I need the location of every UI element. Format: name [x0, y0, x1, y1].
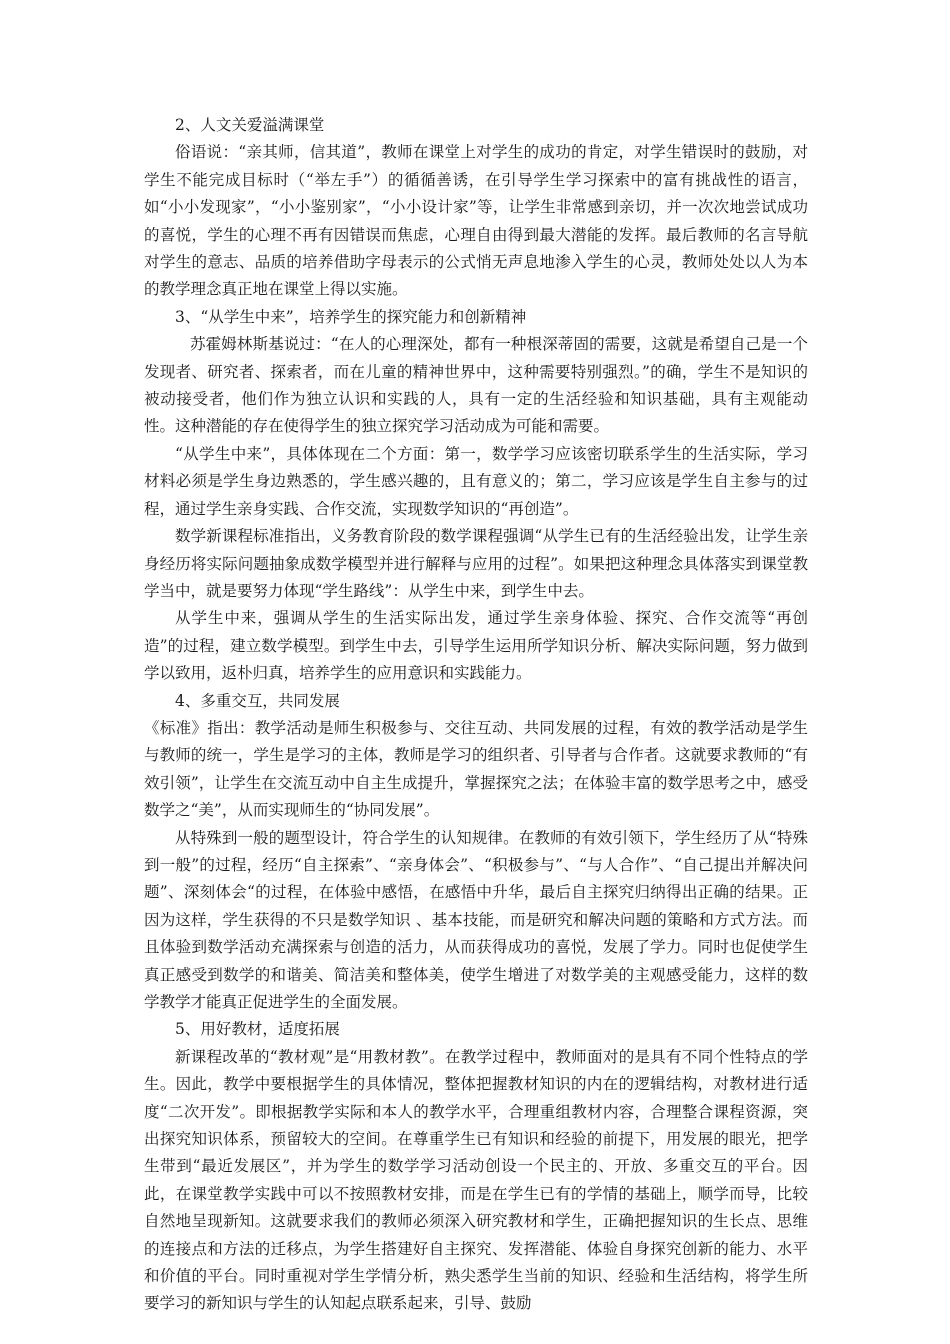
paragraph: 俗语说：“亲其师，信其道”，教师在课堂上对学生的成功的肯定，对学生错误时的鼓励，对学生不能完成目标时（“举左手”）的循循善诱，在引导学生学习探索中的富有挑战性的语言，如“小小发现家”，“小小鉴别家”，“小小设计家”等，让学生非常感到亲切，并一次次地尝试成功的喜悦，学生的心理不再有因错误而焦虑，心理自由得到最大潜能的发挥。最后教师的名言导航对学生的意志、品质的培养借助字母表示的公式悄无声息地渗入学生的心灵，教师处处以人为本的教学理念真正地在课堂上得以实施。	[144, 143, 808, 299]
paragraph: 数学新课程标准指出，义务教育阶段的数学课程强调“从学生已有的生活经验出发，让学生亲身经历将实际问题抽象成数学模型并进行解释与应用的过程”。如果把这种理念具体落实到课堂教学当中，就是要努力体现“学生路线”：从学生中来，到学生中去。	[144, 527, 808, 600]
paragraph: 《标准》指出：教学活动是师生积极参与、交往互动、共同发展的过程，有效的教学活动是学生与教师的统一，学生是学习的主体，教师是学习的组织者、引导者与合作者。这就要求教师的“有效引领”，让学生在交流互动中自主生成提升，掌握探究之法；在体验丰富的数学思考之中，感受数学之“美”，从而实现师生的“协同发展”。	[144, 718, 808, 820]
section-heading-5: 5、用好教材，适度拓展	[175, 1020, 340, 1039]
paragraph: 苏霍姆林斯基说过：“在人的心理深处，都有一种根深蒂固的需要，这就是希望自己是一个发现者、研究者、探索者，而在儿童的精神世界中，这种需要特别强烈。”的确，学生不是知识的被动接受者，他们作为独立认识和实践的人，具有一定的生活经验和知识基础，具有主观能动性。这种潜能的存在使得学生的独立探究学习活动成为可能和需要。	[144, 335, 808, 436]
paragraph: “从学生中来”，具体体现在二个方面：第一，数学学习应该密切联系学生的生活实际，学习材料必须是学生身边熟悉的，学生感兴趣的，且有意义的；第二，学习应该是学生自主参与的过程，通过学生亲身实践、合作交流，实现数学知识的“再创造”。	[144, 444, 808, 518]
section-heading-4: 4、多重交互，共同发展	[175, 691, 340, 710]
paragraph: 从学生中来，强调从学生的生活实际出发，通过学生亲身体验、探究、合作交流等“再创造”的过程，建立数学模型。到学生中去，引导学生运用所学知识分析、解决实际问题，努力做到学以致用，返朴归真，培养学生的应用意识和实践能力。	[144, 609, 808, 683]
section-heading-3: 3、“从学生中来”，培养学生的探究能力和创新精神	[175, 307, 527, 326]
section-heading-2: 2、人文关爱溢满课堂	[175, 116, 325, 134]
paragraph: 从特殊到一般的题型设计，符合学生的认知规律。在教师的有效引领下，学生经历了从“特殊到一般”的过程，经历“自主探索”、“亲身体会”、“积极参与”、“与人合作”、“自己提出并解决问题”、深刻体会“的过程，在体验中感悟，在感悟中升华，最后自主探究归纳得出正确的结果。正因为这样，学生获得的不只是数学知识 、基本技能，而是研究和解决问题的策略和方式方法。而且体验到数学活动充满探索与创造的活力，从而获得成功的喜悦，发展了学力。同时也促使学生真正感受到数学的和谐美、简洁美和整体美，使学生增进了对数学美的主观感受能力，这样的数学教学才能真正促进学生的全面发展。	[144, 828, 808, 1011]
document-body	[144, 112, 808, 1318]
paragraph: 新课程改革的“教材观”是“用教材教”。在教学过程中，教师面对的是具有不同个性特点的学生。因此，教学中要根据学生的具体情况，整体把握教材知识的内在的逻辑结构，对教材进行适度“二次开发”。即根据教学实际和本人的教学水平，合理重组教材内容，合理整合课程资源，突出探究知识体系，预留较大的空间。在尊重学生已有知识和经验的前提下，用发展的眼光，把学生带到“最近发展区”，并为学生的数学学习活动创设一个民主的、开放、多重交互的平台。因此，在课堂教学实践中可以不按照教材安排，而是在学生已有的学情的基础上，顺学而导，比较自然地呈现新知。这就要求我们的教师必须深入研究教材和学生，正确把握知识的生长点、思维的连接点和方法的迁移点，为学生搭建好自主探究、发挥潜能、体验自身探究创新的能力、水平和价值的平台。同时重视对学生学情分析，熟尖悉学生当前的知识、经验和生活结构，将学生所要学习的新知识与学生的认知起点联系起来，引导、鼓励	[144, 1047, 808, 1313]
